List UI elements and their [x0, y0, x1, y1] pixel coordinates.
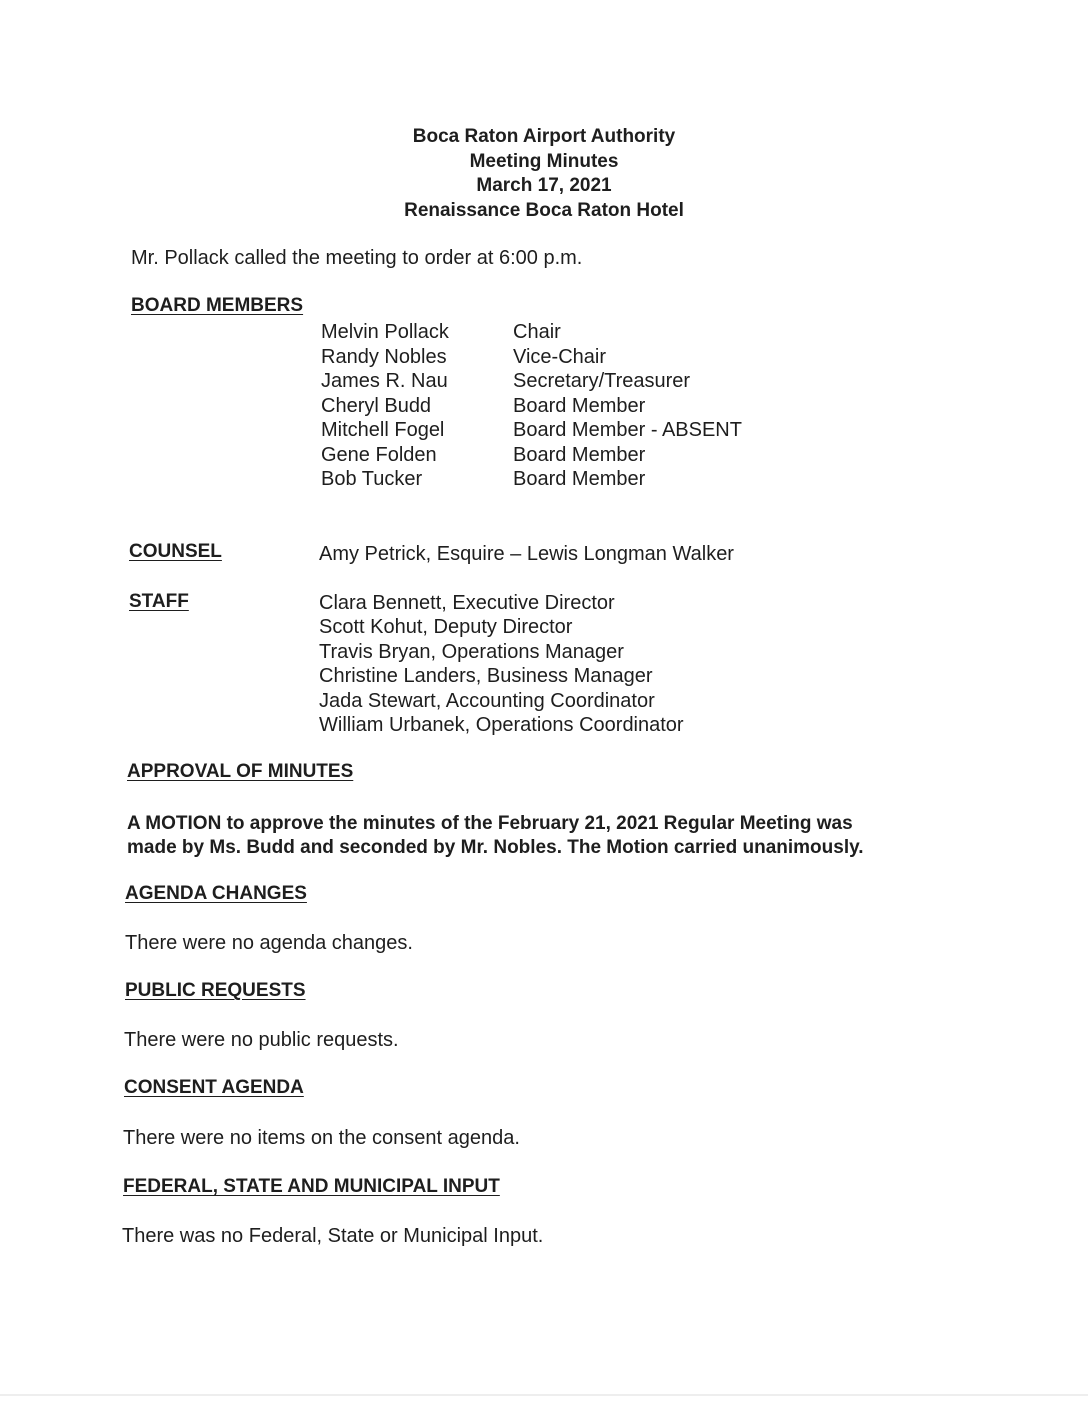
board-member-role: Board Member - ABSENT: [513, 419, 742, 441]
approval-of-minutes-heading: APPROVAL OF MINUTES: [127, 761, 354, 782]
board-members-heading: BOARD MEMBERS: [131, 295, 304, 316]
board-member-role: Secretary/Treasurer: [513, 370, 691, 392]
board-member-name: Bob Tucker: [321, 468, 423, 490]
staff-member: Jada Stewart, Accounting Coordinator: [319, 690, 655, 712]
header-location: Renaissance Boca Raton Hotel: [404, 199, 684, 221]
page-bottom-edge: [0, 1394, 1088, 1396]
staff-heading: STAFF: [129, 591, 189, 612]
board-member-name: Melvin Pollack: [321, 321, 449, 343]
approval-motion-line-2: made by Ms. Budd and seconded by Mr. Nobles. The Motion carried unanimously.: [127, 837, 864, 858]
board-member-role: Chair: [513, 321, 561, 343]
board-member-role: Vice-Chair: [513, 346, 606, 368]
board-member-name: Randy Nobles: [321, 346, 447, 368]
public-requests-text: There were no public requests.: [124, 1029, 399, 1051]
federal-input-heading: FEDERAL, STATE AND MUNICIPAL INPUT: [123, 1176, 500, 1197]
public-requests-heading: PUBLIC REQUESTS: [125, 980, 306, 1001]
agenda-changes-heading: AGENDA CHANGES: [125, 883, 307, 904]
federal-input-text: There was no Federal, State or Municipal Input.: [122, 1225, 544, 1247]
staff-member: Clara Bennett, Executive Director: [319, 592, 615, 614]
header-organization: Boca Raton Airport Authority: [412, 126, 676, 147]
consent-agenda-text: There were no items on the consent agenda.: [123, 1127, 520, 1149]
call-to-order: Mr. Pollack called the meeting to order at 6:00 p.m.: [131, 247, 583, 269]
board-member-role: Board Member: [513, 444, 646, 466]
approval-motion-line-1: A MOTION to approve the minutes of the February 21, 2021 Regular Meeting was: [127, 813, 853, 834]
staff-member: Christine Landers, Business Manager: [319, 665, 653, 687]
counsel-heading: COUNSEL: [129, 541, 222, 562]
board-member-role: Board Member: [513, 395, 646, 417]
staff-member: William Urbanek, Operations Coordinator: [319, 714, 684, 736]
board-member-name: Cheryl Budd: [321, 395, 432, 417]
board-member-name: Mitchell Fogel: [321, 419, 445, 441]
staff-member: Scott Kohut, Deputy Director: [319, 616, 573, 638]
header-date: March 17, 2021: [476, 175, 612, 196]
counsel-text: Amy Petrick, Esquire – Lewis Longman Walker: [319, 543, 734, 565]
board-member-name: Gene Folden: [321, 444, 437, 466]
staff-member: Travis Bryan, Operations Manager: [319, 641, 624, 663]
consent-agenda-heading: CONSENT AGENDA: [124, 1077, 304, 1098]
header-title: Meeting Minutes: [469, 150, 619, 172]
document-header: [0, 125, 1088, 223]
board-member-role: Board Member: [513, 468, 646, 490]
board-member-name: James R. Nau: [321, 370, 448, 392]
agenda-changes-text: There were no agenda changes.: [125, 932, 413, 954]
